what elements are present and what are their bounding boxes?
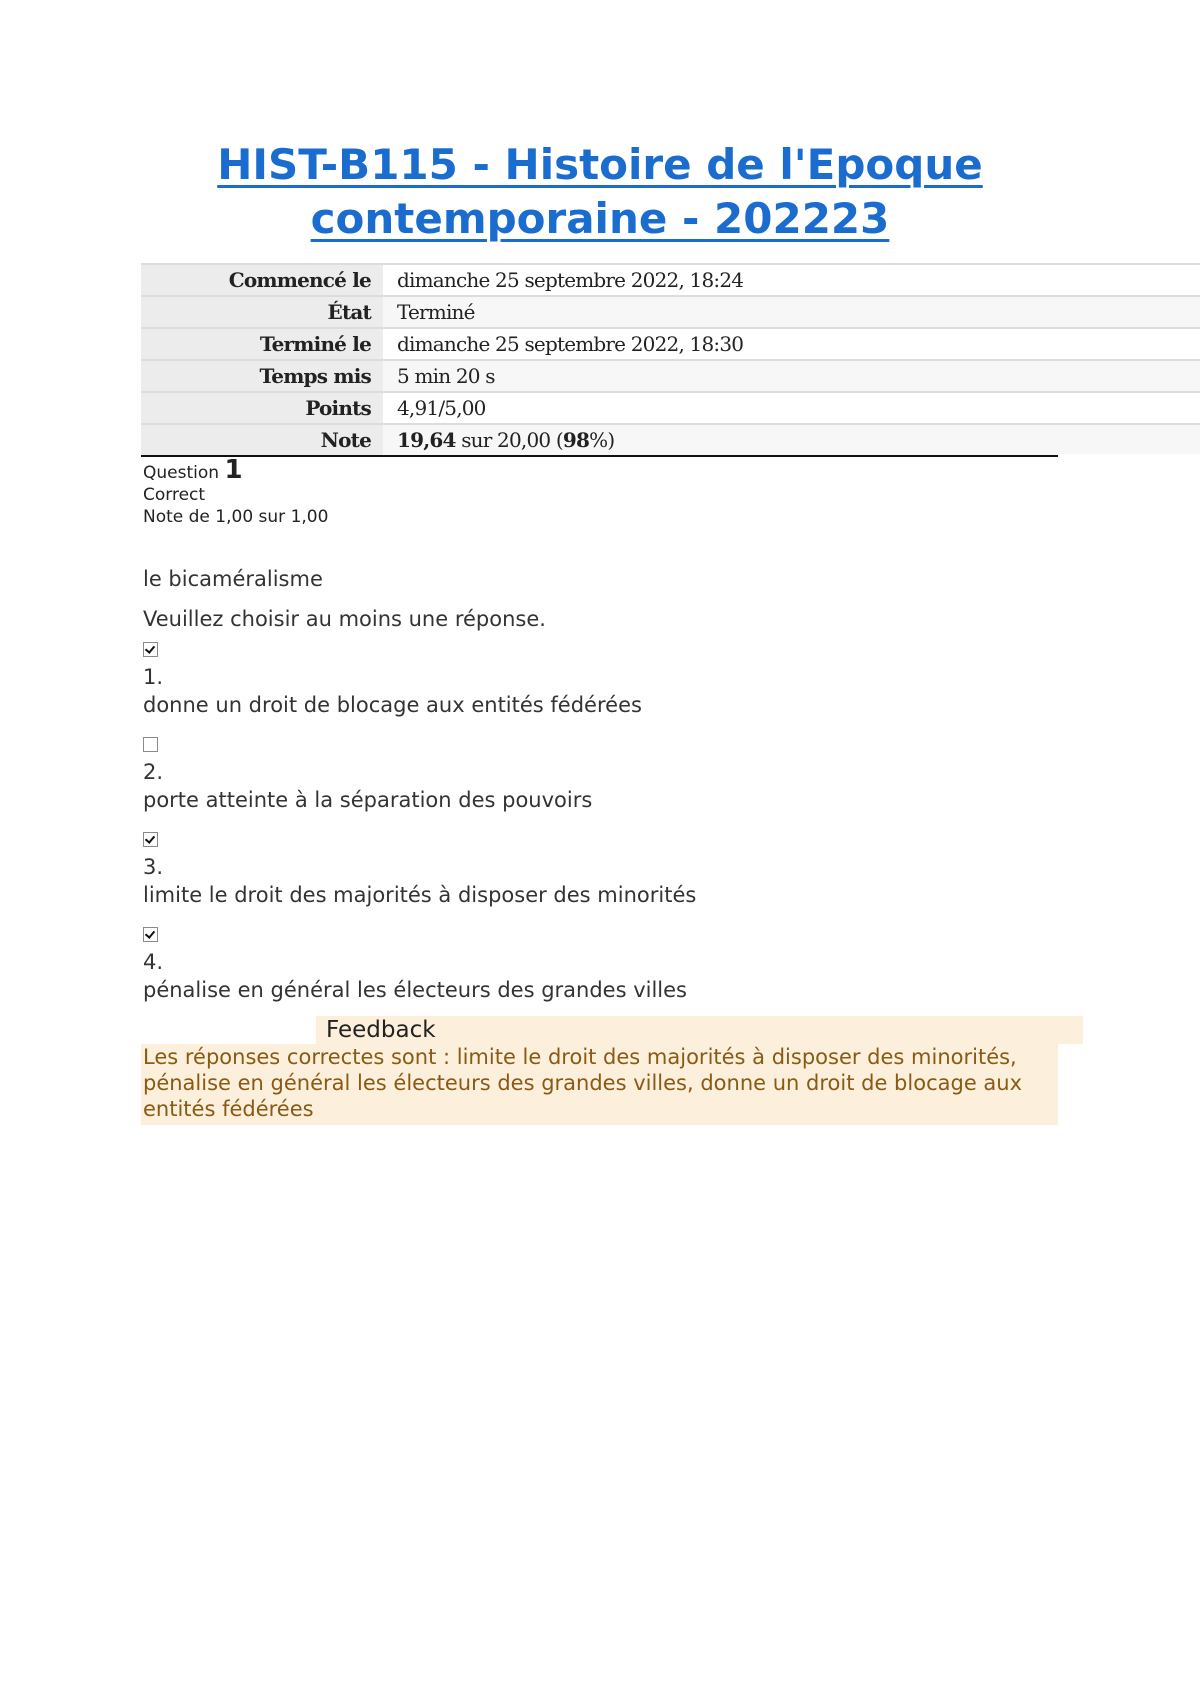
page-title[interactable]: HIST-B115 - Histoire de l'Epoque contemporaine - 202223 (217, 140, 983, 243)
question-text: le bicaméralisme (143, 567, 323, 591)
question-heading (143, 455, 328, 485)
answer-text: limite le droit des majorités à disposer des minorités (143, 883, 697, 907)
summary-label: État (141, 296, 383, 328)
grade-rest: sur 20,00 ( (455, 428, 563, 452)
attempt-summary-table (141, 263, 1200, 457)
summary-row-state (141, 296, 1200, 328)
answer-number: 4. (143, 950, 164, 974)
question-prompt: Veuillez choisir au moins une réponse. (143, 607, 546, 631)
question-mark: Note de 1,00 sur 1,00 (143, 507, 329, 527)
answer-checkbox-3[interactable] (143, 832, 158, 847)
summary-label: Temps mis (141, 360, 383, 392)
summary-row-time (141, 360, 1200, 392)
summary-row-grade (141, 424, 1200, 456)
summary-value (383, 424, 1200, 456)
question-status: Correct (143, 485, 206, 505)
table-rule-gap (1058, 454, 1200, 457)
answer-option-1[interactable] (143, 642, 642, 719)
summary-label: Note (141, 424, 383, 456)
summary-value: dimanche 25 septembre 2022, 18:24 (383, 264, 1200, 296)
summary-row-finished (141, 328, 1200, 360)
question-info (143, 455, 329, 528)
summary-value: 5 min 20 s (383, 360, 1200, 392)
answer-option-4[interactable] (143, 927, 687, 1004)
summary-row-points (141, 392, 1200, 424)
answer-number: 1. (143, 665, 164, 689)
answer-checkbox-1[interactable] (143, 642, 158, 657)
summary-label: Points (141, 392, 383, 424)
answer-number: 3. (143, 855, 164, 879)
feedback-text: Les réponses correctes sont : limite le droit des majorités à disposer des minorités, pénalise en général les électeurs des grandes villes, donne un droit de blocage aux entités fédérées (141, 1044, 1058, 1125)
summary-label: Terminé le (141, 328, 383, 360)
answer-number: 2. (143, 760, 164, 784)
answer-text: pénalise en général les électeurs des grandes villes (143, 978, 688, 1002)
answer-text: donne un droit de blocage aux entités fédérées (143, 693, 642, 717)
grade-end: %) (589, 428, 615, 452)
answer-checkbox-2[interactable] (143, 737, 158, 752)
summary-value: 4,91/5,00 (383, 392, 1200, 424)
grade-score: 19,64 (397, 428, 456, 452)
summary-value: Terminé (383, 296, 1200, 328)
summary-label: Commencé le (141, 264, 383, 296)
question-label: Question (143, 463, 220, 483)
answer-option-3[interactable] (143, 832, 696, 909)
answer-checkbox-4[interactable] (143, 927, 158, 942)
summary-value: dimanche 25 septembre 2022, 18:30 (383, 328, 1200, 360)
question-number: 1 (224, 455, 243, 485)
feedback-heading: Feedback (316, 1016, 1083, 1044)
answer-option-2[interactable] (143, 737, 592, 814)
grade-percent: 98 (562, 428, 590, 452)
answer-text: porte atteinte à la séparation des pouvoirs (143, 788, 593, 812)
summary-row-started (141, 264, 1200, 296)
